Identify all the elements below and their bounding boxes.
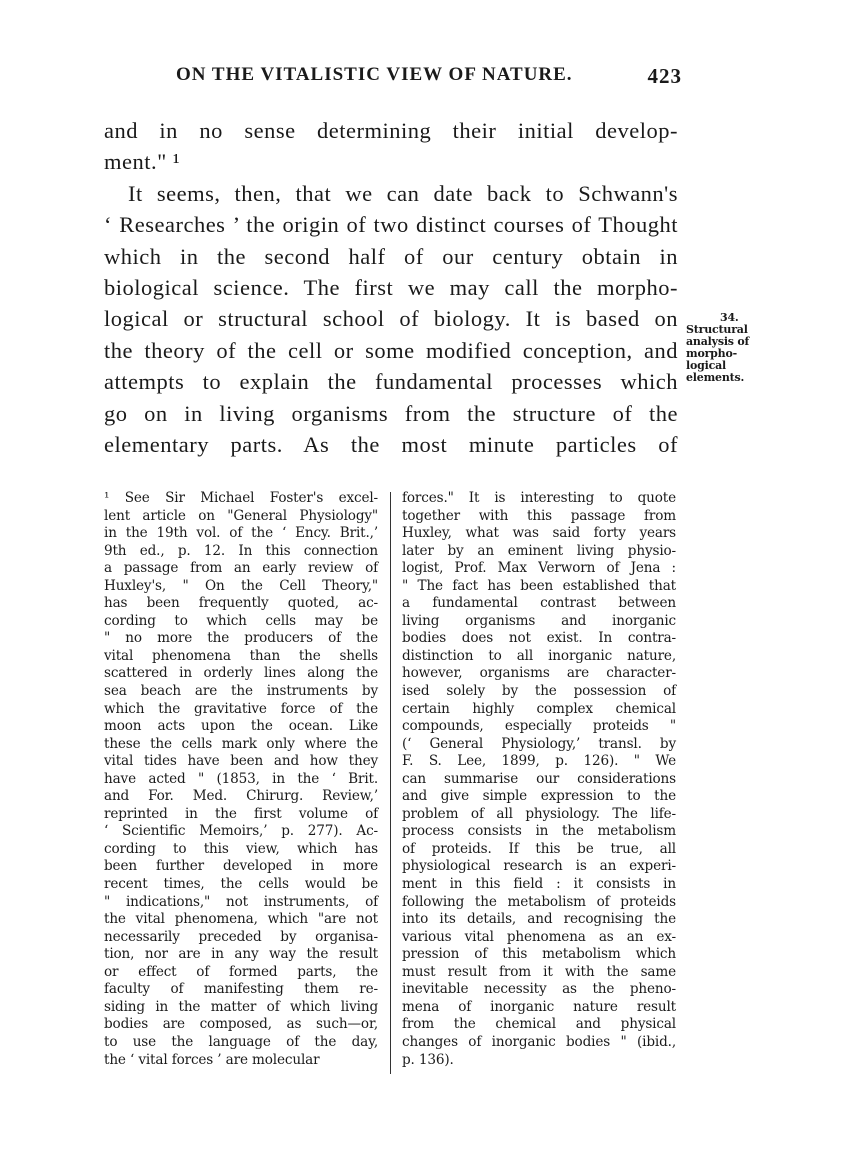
footnote-line: pression of this metabolism which (402, 946, 676, 963)
footnote-line: F. S. Lee, 1899, p. 126). " We (402, 753, 676, 770)
footnote-line: distinction to all inorganic nature, (402, 647, 676, 664)
footnote-line: necessarily preceded by organisa- (104, 928, 378, 945)
margin-note-line: elements. (686, 371, 745, 384)
footnote-line: Huxley's, " On the Cell Theory," (104, 577, 378, 594)
footnote-line: a passage from an early review of (104, 560, 378, 577)
footnote-line: logist, Prof. Max Verworn of Jena : (402, 560, 676, 577)
footnote-line: process consists in the metabolism (402, 823, 676, 840)
footnote-line: into its details, and recognising the (402, 911, 676, 928)
footnote-line: compounds, especially proteids " (402, 718, 676, 735)
footnote-line: vital phenomena than the shells (104, 647, 378, 664)
footnote-column-left (104, 490, 378, 1069)
footnote-line: these the cells mark only where the (104, 735, 378, 752)
footnote-line: can summarise our considerations (402, 770, 676, 787)
main-text-line: biological science. The first we may call the morpho- (104, 274, 678, 300)
footnote-line: which the gravitative force of the (104, 700, 378, 717)
page-number: 423 (647, 64, 682, 88)
footnote-line: been further developed in more (104, 858, 378, 875)
footnote-line: to use the language of the day, (104, 1033, 378, 1050)
footnote-line: various vital phenomena as an ex- (402, 928, 676, 945)
main-text-line: It seems, then, that we can date back to Schwann's (128, 180, 678, 206)
footnote-line: " The fact has been established that (402, 577, 676, 594)
footnote-line: faculty of manifesting them re- (104, 981, 378, 998)
footnote-line: p. 136). (402, 1051, 454, 1068)
footnote-line: has been frequently quoted, ac- (104, 595, 378, 612)
footnote-line: 9th ed., p. 12. In this connection (104, 542, 378, 559)
main-text-line: and in no sense determining their initial develop- (104, 118, 678, 143)
margin-note-number: 34. (720, 311, 739, 324)
footnote-line: moon acts upon the ocean. Like (104, 718, 378, 735)
footnote-line: physiological research is an experi- (402, 858, 676, 875)
footnote-line: however, organisms are character- (402, 665, 676, 682)
footnote-column-right (402, 490, 676, 1069)
main-text-line: go on in living organisms from the structure of the (104, 400, 678, 426)
footnote-line: a fundamental contrast between (402, 595, 676, 612)
footnote-line: recent times, the cells would be (104, 876, 378, 893)
footnote-line: from the chemical and physical (402, 1016, 676, 1033)
column-divider (390, 492, 391, 1074)
footnote-line: forces." It is interesting to quote (402, 490, 676, 506)
footnote-line: must result from it with the same (402, 963, 676, 980)
margin-note (686, 312, 766, 384)
footnote-line: ¹ See Sir Michael Foster's excel- (104, 490, 378, 506)
footnote-line: have acted " (1853, in the ‘ Brit. (104, 770, 378, 787)
main-text-line: attempts to explain the fundamental processes which (104, 369, 678, 395)
footnote-line: cording to this view, which has (104, 840, 378, 857)
margin-note-line: analysis of (686, 335, 750, 348)
footnote-line: sea beach are the instruments by (104, 683, 378, 700)
footnote-line: following the metabolism of proteids (402, 893, 676, 910)
footnote-line: reprinted in the first volume of (104, 805, 378, 822)
footnote-line: problem of all physiology. The life- (402, 805, 676, 822)
footnote-line: and give simple expression to the (402, 788, 676, 805)
running-header (176, 64, 682, 92)
footnote-line: together with this passage from (402, 507, 676, 524)
footnote-line: or effect of formed parts, the (104, 963, 378, 980)
footnote-line: (‘ General Physiology,’ transl. by (402, 735, 676, 752)
footnote-line: in the 19th vol. of the ‘ Ency. Brit.,’ (104, 525, 378, 542)
footnote-line: " indications," not instruments, of (104, 893, 378, 910)
running-title: ON THE VITALISTIC VIEW OF NATURE. (176, 64, 573, 85)
footnote-line: siding in the matter of which living (104, 998, 378, 1015)
footnote-line: bodies does not exist. In contra- (402, 630, 676, 647)
footnote-line: vital tides have been and how they (104, 753, 378, 770)
footnote-line: Huxley, what was said forty years (402, 525, 676, 542)
footnote-line: certain highly complex chemical (402, 700, 676, 717)
footnote-line: the vital phenomena, which "are not (104, 911, 378, 928)
footnote-line: scattered in orderly lines along the (104, 665, 378, 682)
footnote-line: lent article on "General Physiology" (104, 507, 378, 524)
main-text-line: ‘ Researches ’ the origin of two distinct courses of Thought (104, 212, 678, 238)
footnote-line: of proteids. If this be true, all (402, 840, 676, 857)
main-text-line: elementary parts. As the most minute particles of (104, 431, 678, 457)
main-text (104, 115, 678, 460)
footnote-line: ‘ Scientific Memoirs,’ p. 277). Ac- (104, 823, 378, 840)
footnote-line: later by an eminent living physio- (402, 542, 676, 559)
main-text-line: ment." ¹ (104, 149, 181, 175)
footnote-line: mena of inorganic nature result (402, 998, 676, 1015)
footnote-line: ised solely by the possession of (402, 683, 676, 700)
margin-note-line: morpho- (686, 347, 737, 360)
footnote-line: and For. Med. Chirurg. Review,’ (104, 788, 378, 805)
footnote-line: " no more the producers of the (104, 630, 378, 647)
main-text-line: which in the second half of our century obtain in (104, 243, 678, 269)
footnote-line: living organisms and inorganic (402, 612, 676, 629)
footnote-line: cording to which cells may be (104, 612, 378, 629)
margin-note-line: Structural (686, 323, 748, 336)
footnote-line: bodies are composed, as such—or, (104, 1016, 378, 1033)
main-text-line: logical or structural school of biology. It is based on (104, 306, 678, 332)
footnote-line: the ‘ vital forces ’ are molecular (104, 1051, 320, 1068)
footnote-line: ment in this field : it consists in (402, 876, 676, 893)
main-text-line: the theory of the cell or some modified conception, and (104, 337, 678, 363)
margin-note-line: logical (686, 359, 726, 372)
footnote-line: changes of inorganic bodies " (ibid., (402, 1033, 676, 1050)
footnote-line: inevitable necessity as the pheno- (402, 981, 676, 998)
footnote-line: tion, nor are in any way the result (104, 946, 378, 963)
